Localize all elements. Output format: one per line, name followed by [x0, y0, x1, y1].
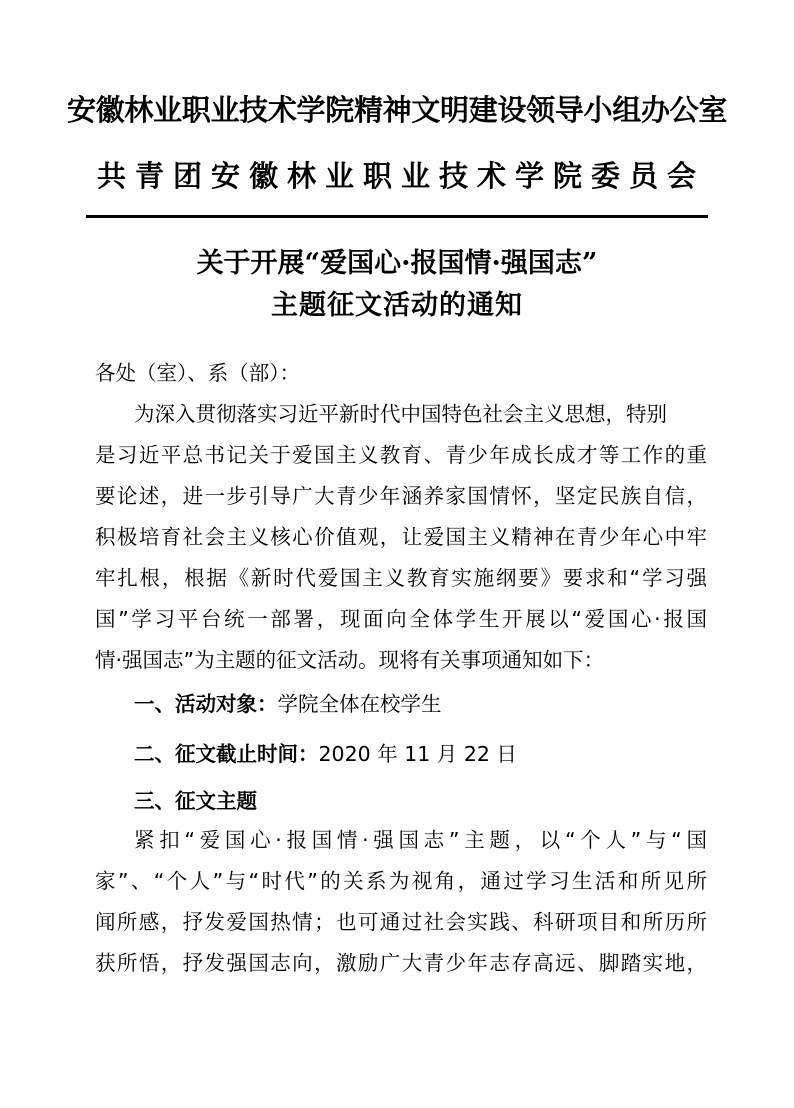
item-target-audience-label: 一、活动对象： [134, 692, 278, 716]
theme-paragraph-line: 家”、“个人”与“时代”的关系为视角，通过学习生活和所见所 [95, 869, 707, 893]
issuing-office-line-1: 安徽林业职业技术学院精神文明建设领导小组办公室 [66, 93, 728, 127]
item-target-audience [134, 690, 746, 718]
intro-paragraph-line: 为深入贯彻落实习近平新时代中国特色社会主义思想，特别 [134, 402, 667, 426]
intro-paragraph-line: 是习近平总书记关于爱国主义教育、青少年成长成才等工作的重 [95, 443, 707, 467]
header-divider [86, 215, 708, 218]
notice-title-line-1: 关于开展“爱国心·报国情·强国志” [196, 248, 598, 279]
intro-paragraph-line: 积极培育社会主义核心价值观，让爱国主义精神在青少年心中牢 [95, 525, 707, 549]
item-deadline-value: 2020 年 11 月 22 日 [318, 742, 517, 766]
item-deadline-label: 二、征文截止时间： [134, 742, 319, 766]
item-theme-heading: 三、征文主题 [134, 789, 257, 813]
issuing-office-line-2: 共青团安徽林业职业技术学院委员会 [96, 159, 705, 193]
intro-paragraph-line: 国”学习平台统一部署，现面向全体学生开展以“爱国心·报国 [95, 607, 707, 631]
salutation: 各处（室）、系（部）： [95, 361, 300, 385]
item-target-audience-value: 学院全体在校学生 [277, 692, 442, 716]
intro-paragraph-line: 要论述，进一步引导广大青少年涵养家国情怀，坚定民族自信， [95, 484, 707, 508]
intro-paragraph-line: 牢扎根，根据《新时代爱国主义教育实施纲要》要求和“学习强 [95, 566, 707, 590]
intro-paragraph-line: 情·强国志”为主题的征文活动。现将有关事项通知如下： [95, 648, 605, 672]
notice-title-line-2: 主题征文活动的通知 [271, 290, 523, 321]
theme-paragraph-line: 闻所感，抒发爱国热情；也可通过社会实践、科研项目和所历所 [95, 910, 707, 934]
theme-paragraph-line: 获所悟，抒发强国志向，激励广大青少年志存高远、脚踏实地， [95, 951, 707, 975]
theme-paragraph-line: 紧扣“爱国心·报国情·强国志”主题，以“个人”与“国 [134, 828, 707, 852]
item-deadline [134, 740, 746, 768]
